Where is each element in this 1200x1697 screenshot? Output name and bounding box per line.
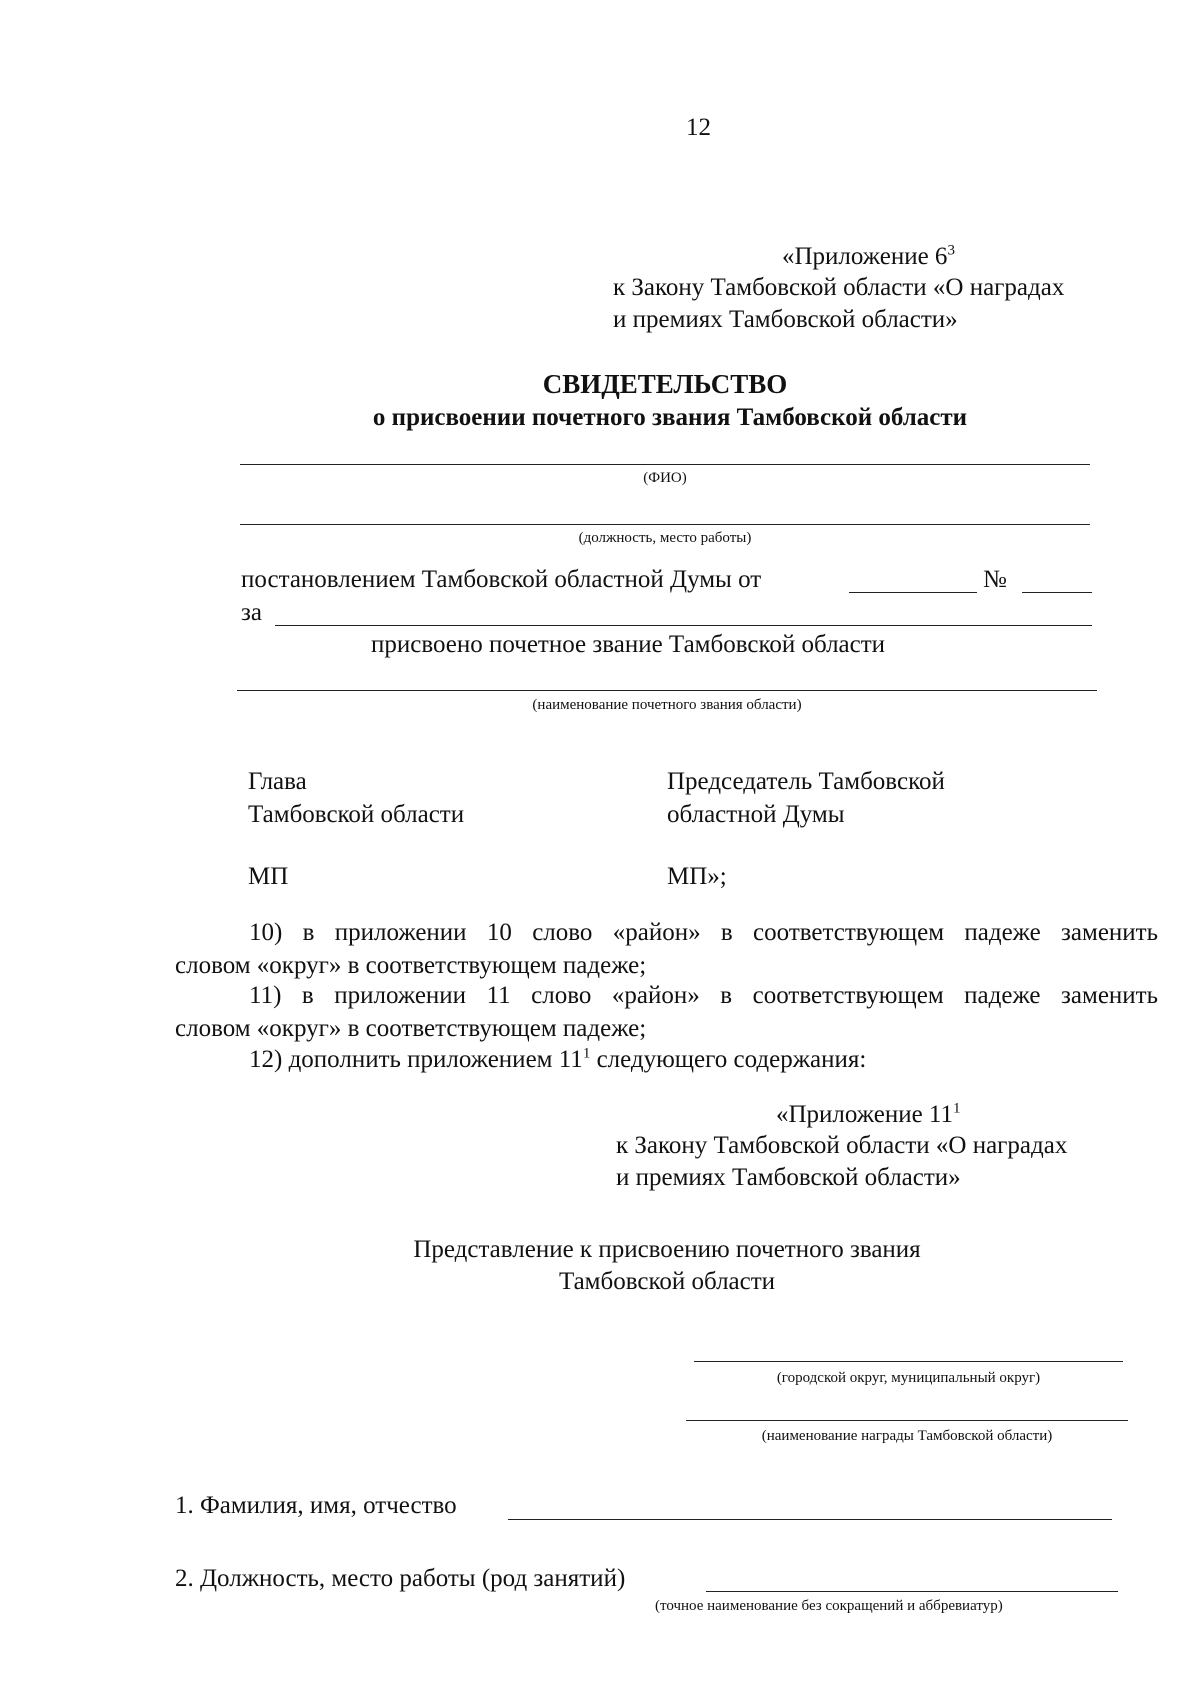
- honorary-title-blank-line: [237, 690, 1097, 691]
- appendix-6-3-superscript: 3: [947, 242, 955, 259]
- appendix-11-1-heading-text: «Приложение 11: [776, 1101, 954, 1128]
- signature-right-line2: областной Думы: [667, 801, 845, 828]
- amendment-11-line2: словом «округ» в соответствующем падеже;: [175, 1015, 647, 1042]
- amendment-12: [249, 1045, 866, 1075]
- amendment-10-line1: 10) в приложении 10 слово «район» в соответствующем падеже заменить: [249, 919, 1158, 946]
- appendix-11-1-heading: [776, 1100, 961, 1130]
- stamp-left: МП: [248, 863, 289, 890]
- signature-right-line1: Председатель Тамбовской: [667, 768, 945, 795]
- representation-title-line1: Представление к присвоению почетного звания: [413, 1236, 921, 1263]
- representation-title-line2: Тамбовской области: [558, 1268, 776, 1295]
- appendix-11-1-superscript: 1: [953, 1100, 961, 1117]
- appendix-6-3-line3: и премиях Тамбовской области»: [613, 306, 958, 333]
- position-blank-line: [240, 524, 1090, 525]
- appendix-11-1-line3: и премиях Тамбовской области»: [616, 1164, 961, 1191]
- for-blank-line: [275, 625, 1092, 626]
- award-caption: (наименование награды Тамбовской области): [761, 1428, 1053, 1444]
- for-label: за: [241, 599, 262, 626]
- field2-blank-line: [706, 1591, 1118, 1592]
- number-sign: №: [983, 566, 1007, 593]
- district-blank-line: [694, 1361, 1123, 1362]
- award-blank-line: [686, 1420, 1128, 1421]
- field1-blank-line: [508, 1519, 1112, 1520]
- assigned-text: присвоено почетное звание Тамбовской области: [371, 631, 886, 658]
- field1-label: 1. Фамилия, имя, отчество: [175, 1492, 457, 1519]
- appendix-6-3-heading-text: «Приложение 6: [782, 243, 948, 270]
- district-caption: (городской округ, муниципальный округ): [776, 1370, 1041, 1386]
- honorary-title-caption: (наименование почетного звания области): [532, 697, 802, 713]
- amendment-12-suffix: следующего содержания:: [590, 1046, 867, 1073]
- amendment-12-prefix: 12) дополнить приложением 11: [249, 1046, 583, 1073]
- fio-blank-line: [240, 464, 1090, 465]
- field2-caption: (точное наименование без сокращений и аббревиатур): [655, 1598, 1003, 1614]
- decree-prefix: постановлением Тамбовской областной Думы от: [241, 566, 762, 593]
- decree-date-blank: [849, 592, 977, 593]
- field2-label: 2. Должность, место работы (род занятий): [175, 1565, 626, 1592]
- amendment-11-line1: 11) в приложении 11 слово «район» в соответствующем падеже заменить: [249, 982, 1158, 1009]
- certificate-subtitle: о присвоении почетного звания Тамбовской области: [372, 404, 968, 431]
- appendix-6-3-heading: [782, 242, 955, 272]
- certificate-title: СВИДЕТЕЛЬСТВО: [542, 369, 788, 399]
- fio-caption: (ФИО): [643, 470, 687, 486]
- appendix-11-1-line2: к Закону Тамбовской области «О наградах: [616, 1132, 1068, 1159]
- position-caption: (должность, место работы): [578, 530, 752, 546]
- decree-number-blank: [1022, 592, 1092, 593]
- amendment-10-line2: словом «округ» в соответствующем падеже;: [175, 952, 647, 979]
- amendment-12-superscript: 1: [582, 1045, 591, 1062]
- appendix-6-3-line2: к Закону Тамбовской области «О наградах: [613, 274, 1065, 301]
- page-number: 12: [686, 114, 711, 141]
- signature-left-line1: Глава: [248, 768, 307, 795]
- stamp-right: МП»;: [667, 863, 727, 890]
- signature-left-line2: Тамбовской области: [248, 801, 465, 828]
